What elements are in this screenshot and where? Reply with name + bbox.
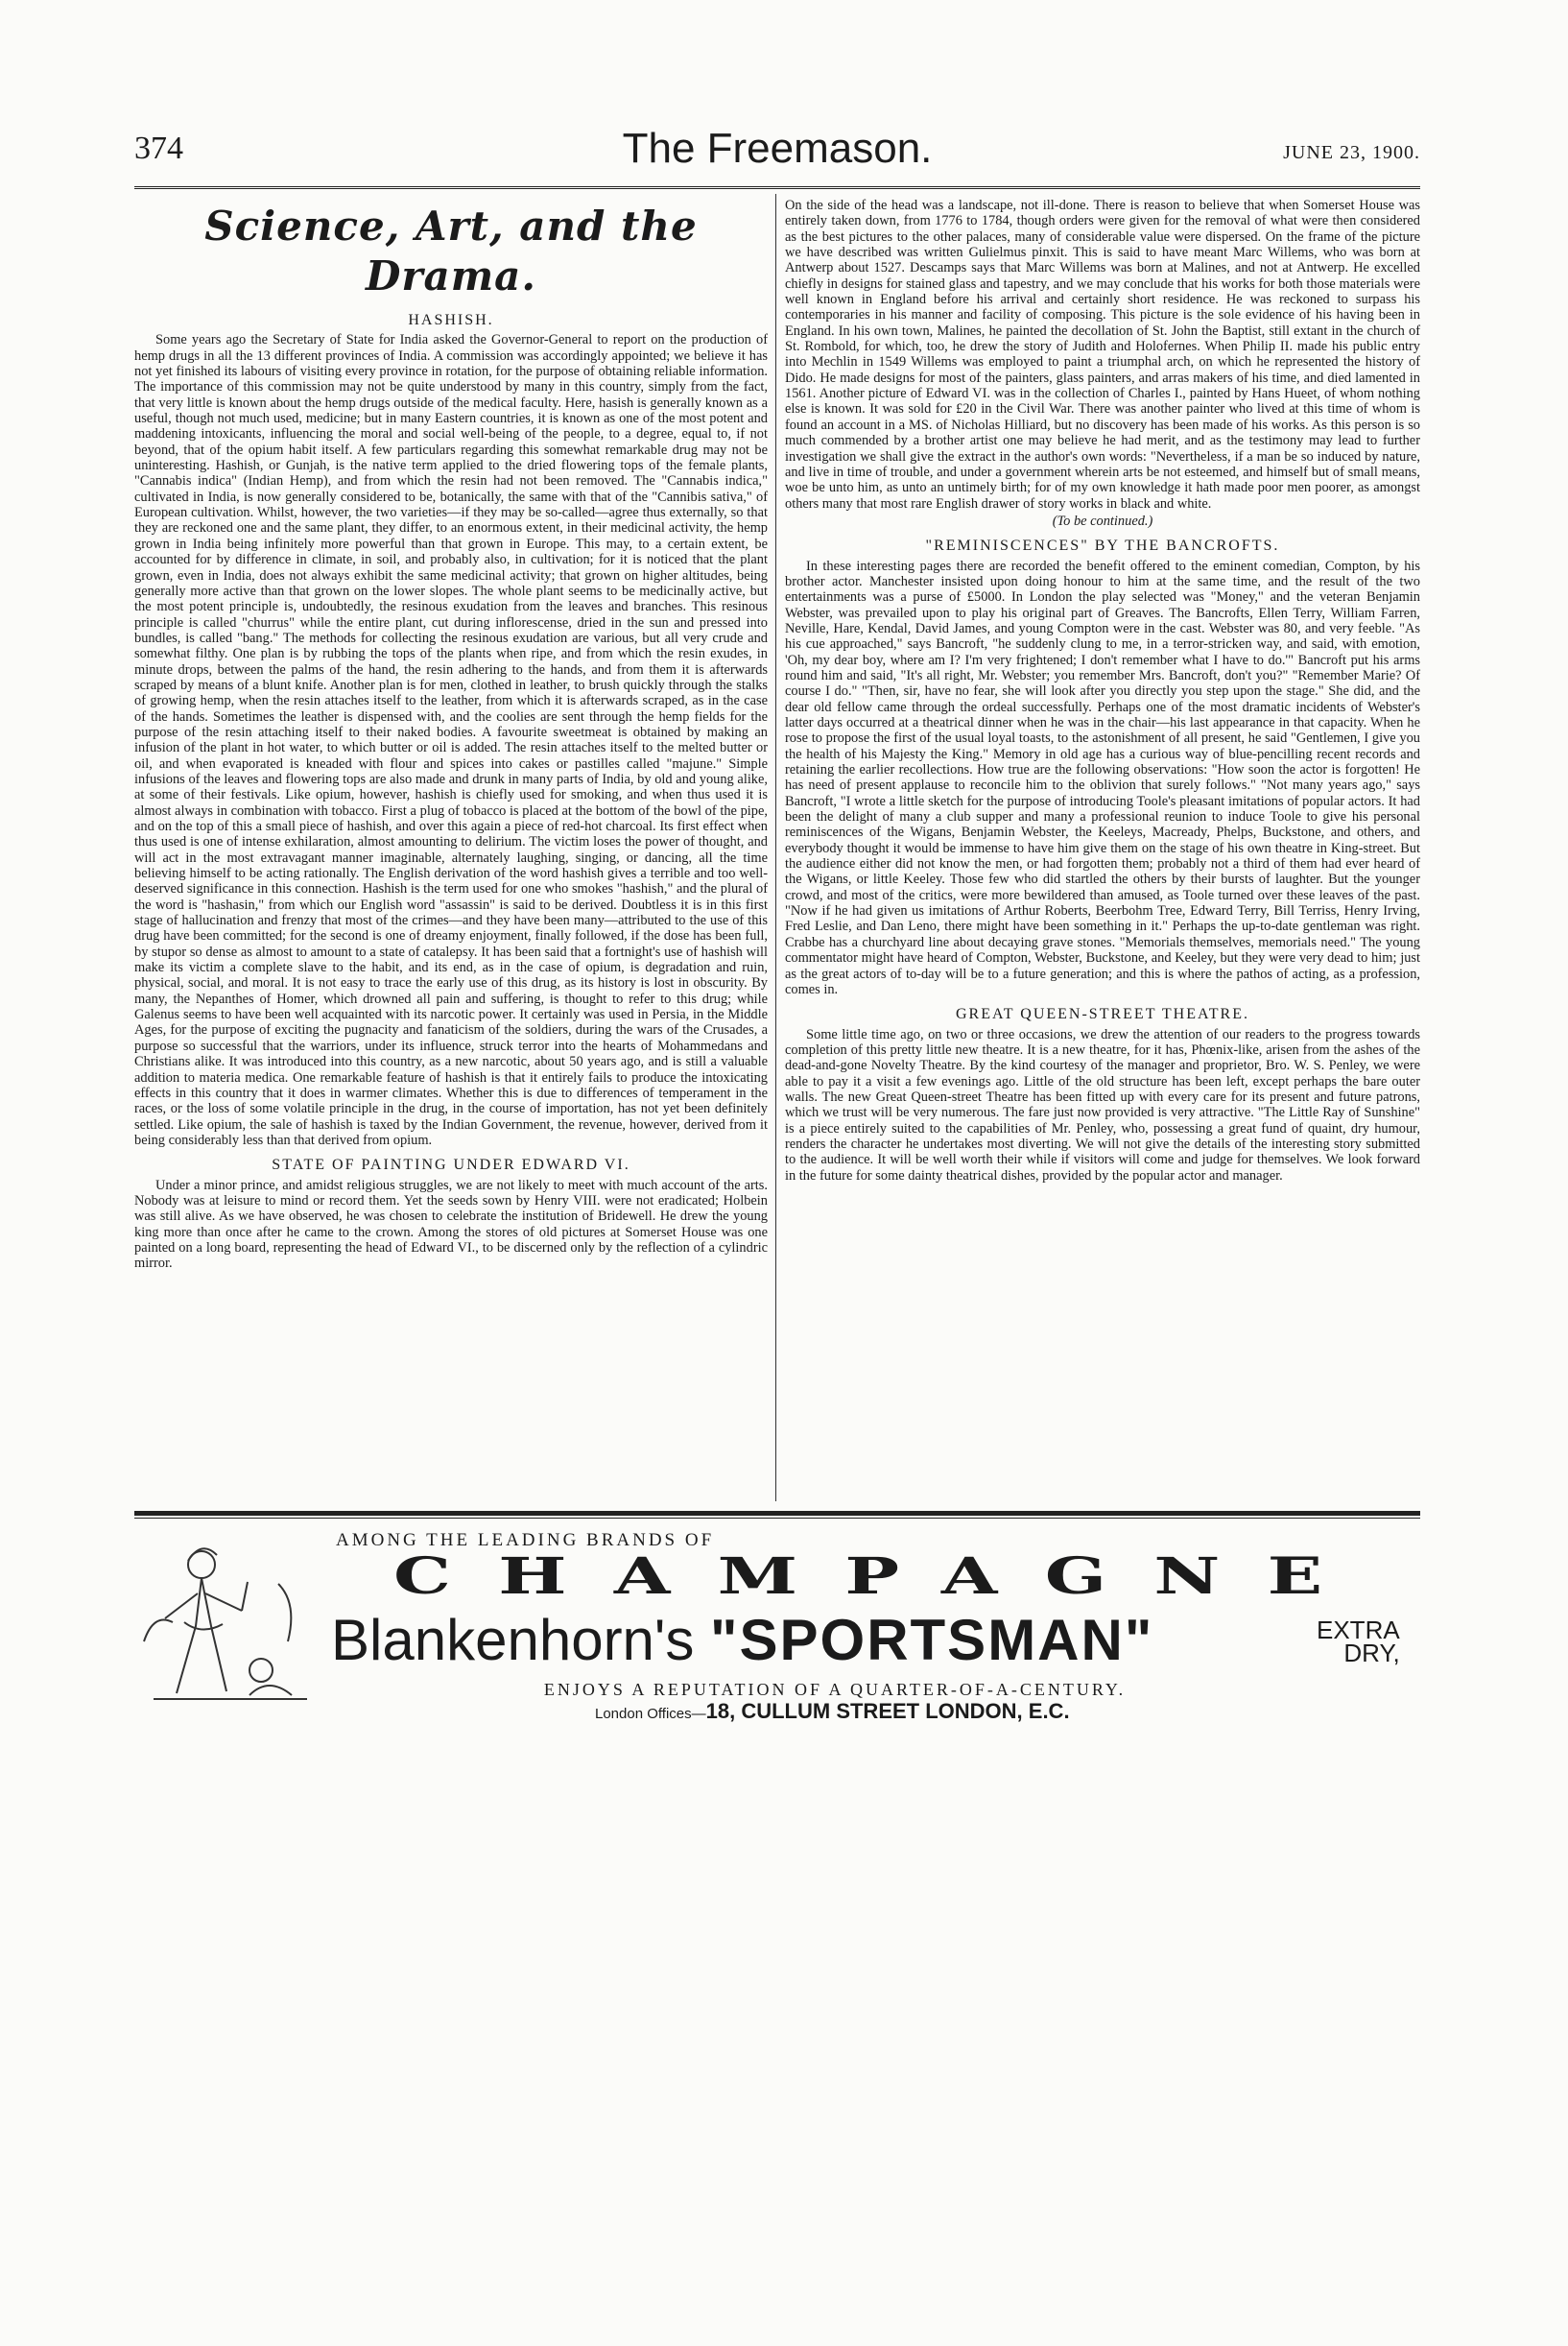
advert-dry: DRY, [1343,1639,1400,1667]
queen-street-paragraph: Some little time ago, on two or three occasions, we drew the attention of our readers to the progress towards completion of this pretty little new theatre. It is a new theatre, for it has, Phœnix-like, arisen from the ashes of the dead-and-gone Novelty Theatre. By the kind courtesy of the manager and proprietor, Bro. W. S. Penley, we were able to pay it a visit a few evenings ago. Little of the old structure has been left, except perhaps the bare outer walls. The new Great Queen-street Theatre has been fitted up with every care for its present and future patrons, which we trust will be very numerous. The fare just now provided is very attractive. "The Little Ray of Sunshine" is a piece entirely suited to the capabilities of Mr. Penley, who, possessing a great fund of quaint, dry humour, renders the character he undertakes most diverting. We will not give the details of the interesting story submitted to the audience. It will be well worth their while if visitors will come and judge for themselves. We look forward in the future for some dainty theatrical dishes, provided by the popular actor and manager. [785,1026,1420,1184]
reminiscences-paragraph: In these interesting pages there are recorded the benefit offered to the eminent comedian, Compton, by his brother actor. Manchester insisted upon doing honour to him at the same time, and the result of the two entertainments was a purse of £5000. In London the play selected was "Money," and the veteran Benjamin Webster, was prevailed upon to play his original part of Greaves. The Bancrofts, Ellen Terry, William Farren, Neville, Hare, Kendal, David James, and young Compton were in the cast. Webster was 80, and very feeble. "As his cue approached," says Bancroft, "he suddenly clung to me, in a terror-stricken way, and said, with emotion, 'Oh, my dear boy, where am I? I'm very frightened; I don't remember what I have to do.'" Bancroft put his arms round him and said, "It's all right, Mr. Webster; you remember Mrs. Bancroft, don't you?" "Remember Marie? Of course I do." "Then, sir, have no fear, she will look after you directly you step upon the stage." She did, and the dear old fellow came through the ordeal successfully. Perhaps one of the most dramatic incidents of Webster's latter days occurred at a theatrical dinner when he was in the chair—his last appearance in that capacity. When he rose to propose the first of the usual loyal toasts, to the astonishment of all present, he said "Gentlemen, I give you the health of his Majesty the King." Memory in old age has a curious way of blue-pencilling recent records and retaining the earlier recollections. How true are the following observations: "How soon the actor is forgotten! He has need of present applause to reconcile him to the oblivion that surely follows." "Not many years ago," says Bancroft, "I wrote a little sketch for the purpose of introducing Toole's pleasant imitations of popular actors. It had been the delight of many a club supper and many a professional reunion to induce Toole to give his personal reminiscences of the Wigans, Benjamin Webster, the Keeleys, Macready, Phelps, Buckstone, and others, and everybody thought it would be immense to have him give them on the stage of his own theatre in King-street. But the audience either did not know the men, or had forgotten them; probably not a third of them had ever heard of the Wigans, or little Keeley. Those few who did startled the others by their bursts of laughter. But the younger crowd, and most of the critics, were more bewildered than amused, as Toole turned over these leaves of the past. "Now if he had given us imitations of Arthur Roberts, Beerbohm Tree, Edward Terry, Bill Terriss, Henry Irving, Fred Leslie, and Dan Leno, there might have been something in it." Perhaps the up-to-date gentleman was right. Crabbe has a churchyard line about decaying grave stones. "Memorials themselves, memorials need." The young commentator might have heard of Compton, Webster, Buckstone, and Keeley, but they were very dead to him; just as the great actors of to-day will be to a future generation; and this is where the pathos of acting, as a profession, comes in. [785,558,1420,997]
advert-reputation: ENJOYS A REPUTATION OF A QUARTER-OF-A-CENTURY. [543,1680,1127,1699]
advert-rule [134,1511,1420,1519]
sportsman-illustration [134,1526,317,1709]
header-rule [134,186,1420,189]
advert-brand-prefix: Blankenhorn's [331,1608,695,1672]
right-column [785,198,1420,1184]
reminiscences-heading: "REMINISCENCES" BY THE BANCROFTS. [925,538,1280,555]
to-be-continued: (To be continued.) [1052,513,1153,529]
champagne-advert [134,1526,1420,1723]
page-header [134,125,1420,182]
painting-paragraph: Under a minor prince, and amidst religious struggles, we are not likely to meet with much account of the arts. Nobody was at leisure to mind or record them. Yet the seeds sown by Henry VIII. were not eradicated; Holbein was still alive. As we have observed, he was chosen to celebrate the institution of Bridewell. He drew the young king more than once after he came to the crown. Among the stores of old pictures at Somerset House was one painted on a long board, representing the head of Edward VI., to be discerned only by the reflection of a cylindric mirror. [134,1177,768,1272]
masthead: The Freemason. [622,125,933,172]
advert-offices [595,1699,1070,1724]
advert-intro: AMONG THE LEADING BRANDS OF [336,1530,715,1550]
advert-extra-dry [1317,1616,1400,1667]
hashish-heading: HASHISH. [408,312,494,328]
hashish-paragraph: Some years ago the Secretary of State for India asked the Governor-General to report on the production of hemp drugs in all the 13 different provinces of India. A commission was accordingly appointed; we believe it has not yet finished its labours of visiting every province in rotation, for the purpose of obtaining reliable information. The importance of this commission may not be quite understood by many in this country, simply from the fact, that very little is known about the hemp drugs outside of the medical faculty. Here, hasish is generally known as a useful, though not much used, medicine; but in many Eastern countries, it is known as one of the most potent and maddening intoxicants, influencing the moral and social well-being of the people, to a degree, equal to, if not beyond, that of the opium habit itself. A few particulars regarding this somewhat remarkable drug may not be uninteresting. Hashish, or Gunjah, is the native term applied to the dried flowering tops of the female plants, "Cannabis indica" (Indian Hemp), and from which the resin had not been removed. The "Cannabis indica," cultivated in India, is now generally considered to be, botanically, the same with that of the "Cannibis sativa," of European cultivation. Whilst, however, the two varieties—if they may be so-called—agree thus externally, so that they are reckoned one and the same plant, they differ, to an enormous extent, in their medicinal activity, the hemp grown in India being infinitely more powerful than that grown in Europe. This may, to a certain extent, be accounted for by difference in climate, in soil, and probably also, in cultivation; for it is noticed that the plant grown, even in India, does not always exhibit the same medicinal activity; that grown on higher altitudes, being generally more active than that grown on the lower slopes. The whole plant seems to be medicinally active, but the most potent principle is, undoubtedly, the resinous exudation from the leaves and branches. This resinous principle is called "churrus" while the entire plant, cut during inflorescense, dried in the sun and pressed into bundles, is called "bang." The methods for collecting the resinous exudation are various, but all very crude and somewhat filthy. One plan is by rubbing the tops of the plants when ripe, and from which the resin exudes, in minute drops, between the palms of the hand, the resin adhering to the hands, and from them it is afterwards scraped by means of a blunt knife. Another plan is for men, clothed in leather, to brush quickly through the stalks of growing hemp, when the resin attaches itself to the leather, from which it is afterwards scraped, as in the case of the hands. Sometimes the leather is dispensed with, and the coolies are sent through the hemp fields for the purpose of the resin attaching itself to their naked bodies. A favourite sweetmeat is obtained by making an infusion of the plant in hot water, to which butter or oil is added. The resin attaches itself to the melted butter or oil, and when evaporated is kneaded with flour and spices into cakes or pastilles called "majune." Simple infusions of the leaves and flowering tops are also made and drunk in many parts of India, by old and young alike, at some of their festivals. Like opium, however, hashish is chiefly used for smoking, and when thus used it is almost always in combination with tobacco. First a plug of tobacco is placed at the bottom of the bowl of the pipe, and on the top of this a small piece of hashish, and over this again a piece of red-hot charcoal. Its first effect when thus used is one of intense exhilaration, almost amounting to delirium. The victim loses the power of thought, and will act in the most extravagant manner imaginable, alternately laughing, singing, or dancing, all the time believing himself to be acting rationally. The English derivation of the word hashish gives a terrible and too well-deserved significance in this connection. Hashish is the term used for one who smokes "hashish," and the plural of the word is "hashasin," from which our English word "assassin" is said to be derived. Doubtless it is in this first stage of hallucination and frenzy that most of the crimes—and they have been many—attributed to the use of this drug have been committed; for the second is one of dreamy enjoyment, finally followed, if the dose has been full, by stupor so dense as almost to amount to a state of catalepsy. It has been said that a fortnight's use of hashish will make its victim a complete slave to the habit, and its end, as in the case of opium, is degradation and ruin, physical, social, and moral. It is not easy to trace the early use of this drug, as its history is lost in obscurity. By many, the Nepanthes of Homer, which drowned all pain and suffering, is thought to refer to this drug; while Galenus seems to have been well acquainted with its narcotic power. It certainly was used in Persia, in the Middle Ages, for the purpose of exciting the pugnacity and fanaticism of the soldiers, during the wars of the Crusades, a purpose so successful that the warriors, under its influence, struck terror into the hearts of Mohammedans and Christians alike. It was introduced into this country, as a new narcotic, about 50 years ago, and is still a valuable addition to materia medica. One remarkable feature of hashish is that it entirely fails to produce the intoxicating effects in this country that it does in warmer climates. Whether this is due to differences of temperament in the races, or the loss of some volatile principle in the drug, in the course of importation, has not yet been definitely settled. Like opium, the sale of hashish is taxed by the Indian Government, the revenue, however, derived from it being considerably less than that derived from opium. [134,332,768,1148]
painting-continued-paragraph: On the side of the head was a landscape, not ill-done. There is reason to believe that when Somerset House was entirely taken down, from 1776 to 1784, though orders were given for the removal of what were then considered as the best pictures to the other palaces, many of considerable value were dispersed. On the frame of the picture we have described was written Gulielmus pinxit. This is said to have meant Marc Willems, who was born at Antwerp about 1527. Descamps says that Marc Willems was born at Malines, and not at Antwerp. He excelled chiefly in designs for stained glass and tapestry, and we may conclude that his works for both those materials were well known in England before his arrival and certainly short residence. He was reckoned to surpass his contemporaries in his manner and facility of composing. This picture is the sole evidence of his having been in England. In his own town, Malines, he painted the decollation of St. John the Baptist, still extant in the church of St. Rombold, for which, too, he drew the story of Judith and Holofernes. When Philip II. made his public entry into Mechlin in 1549 Willems was employed to paint a triumphal arch, on which he represented the history of Dido. He made designs for most of the painters, glass painters, and arras makers of his time, and died lamented in 1561. Another picture of Edward VI. was in the collection of Charles I., painted by Hans Hueet, of whom nothing else is known. It was sold for £20 in the Civil War. There was another painter who lived at this time of whom is found an account in a MS. of Nicholas Hilliard, but no discovery has been made of his works. As this person is so much commended by a brother artist one may believe he had merit, and as the testimony may lead to further investigation we shall give the extract in the author's own words: "Nevertheless, if a man be so induced by nature, and live in time of trouble, and under a government wherein arts be not esteemed, and himself but of small means, woe be unto him, as unto an untimely birth; for of my own knowledge it hath made poor men poorer, as amongst others many that most rare English drawer of story works in black and white. [785,198,1420,512]
advert-brand-line [331,1607,1153,1673]
page-number: 374 [134,131,183,166]
advert-brand-name: "SPORTSMAN" [710,1608,1154,1672]
left-column [134,202,768,1272]
section-title: Science, Art, and the Drama. [204,203,698,299]
queen-street-heading: GREAT QUEEN-STREET THEATRE. [956,1006,1249,1023]
advert-extra: EXTRA [1317,1616,1400,1644]
issue-date: JUNE 23, 1900. [1283,142,1420,163]
advert-champagne: CHAMPAGNE [393,1547,1370,1606]
painting-heading: STATE OF PAINTING UNDER EDWARD VI. [272,1157,630,1174]
advert-offices-address: 18, CULLUM STREET LONDON, E.C. [705,1699,1070,1723]
column-divider [775,194,776,1501]
advert-offices-label: London Offices— [595,1706,706,1722]
